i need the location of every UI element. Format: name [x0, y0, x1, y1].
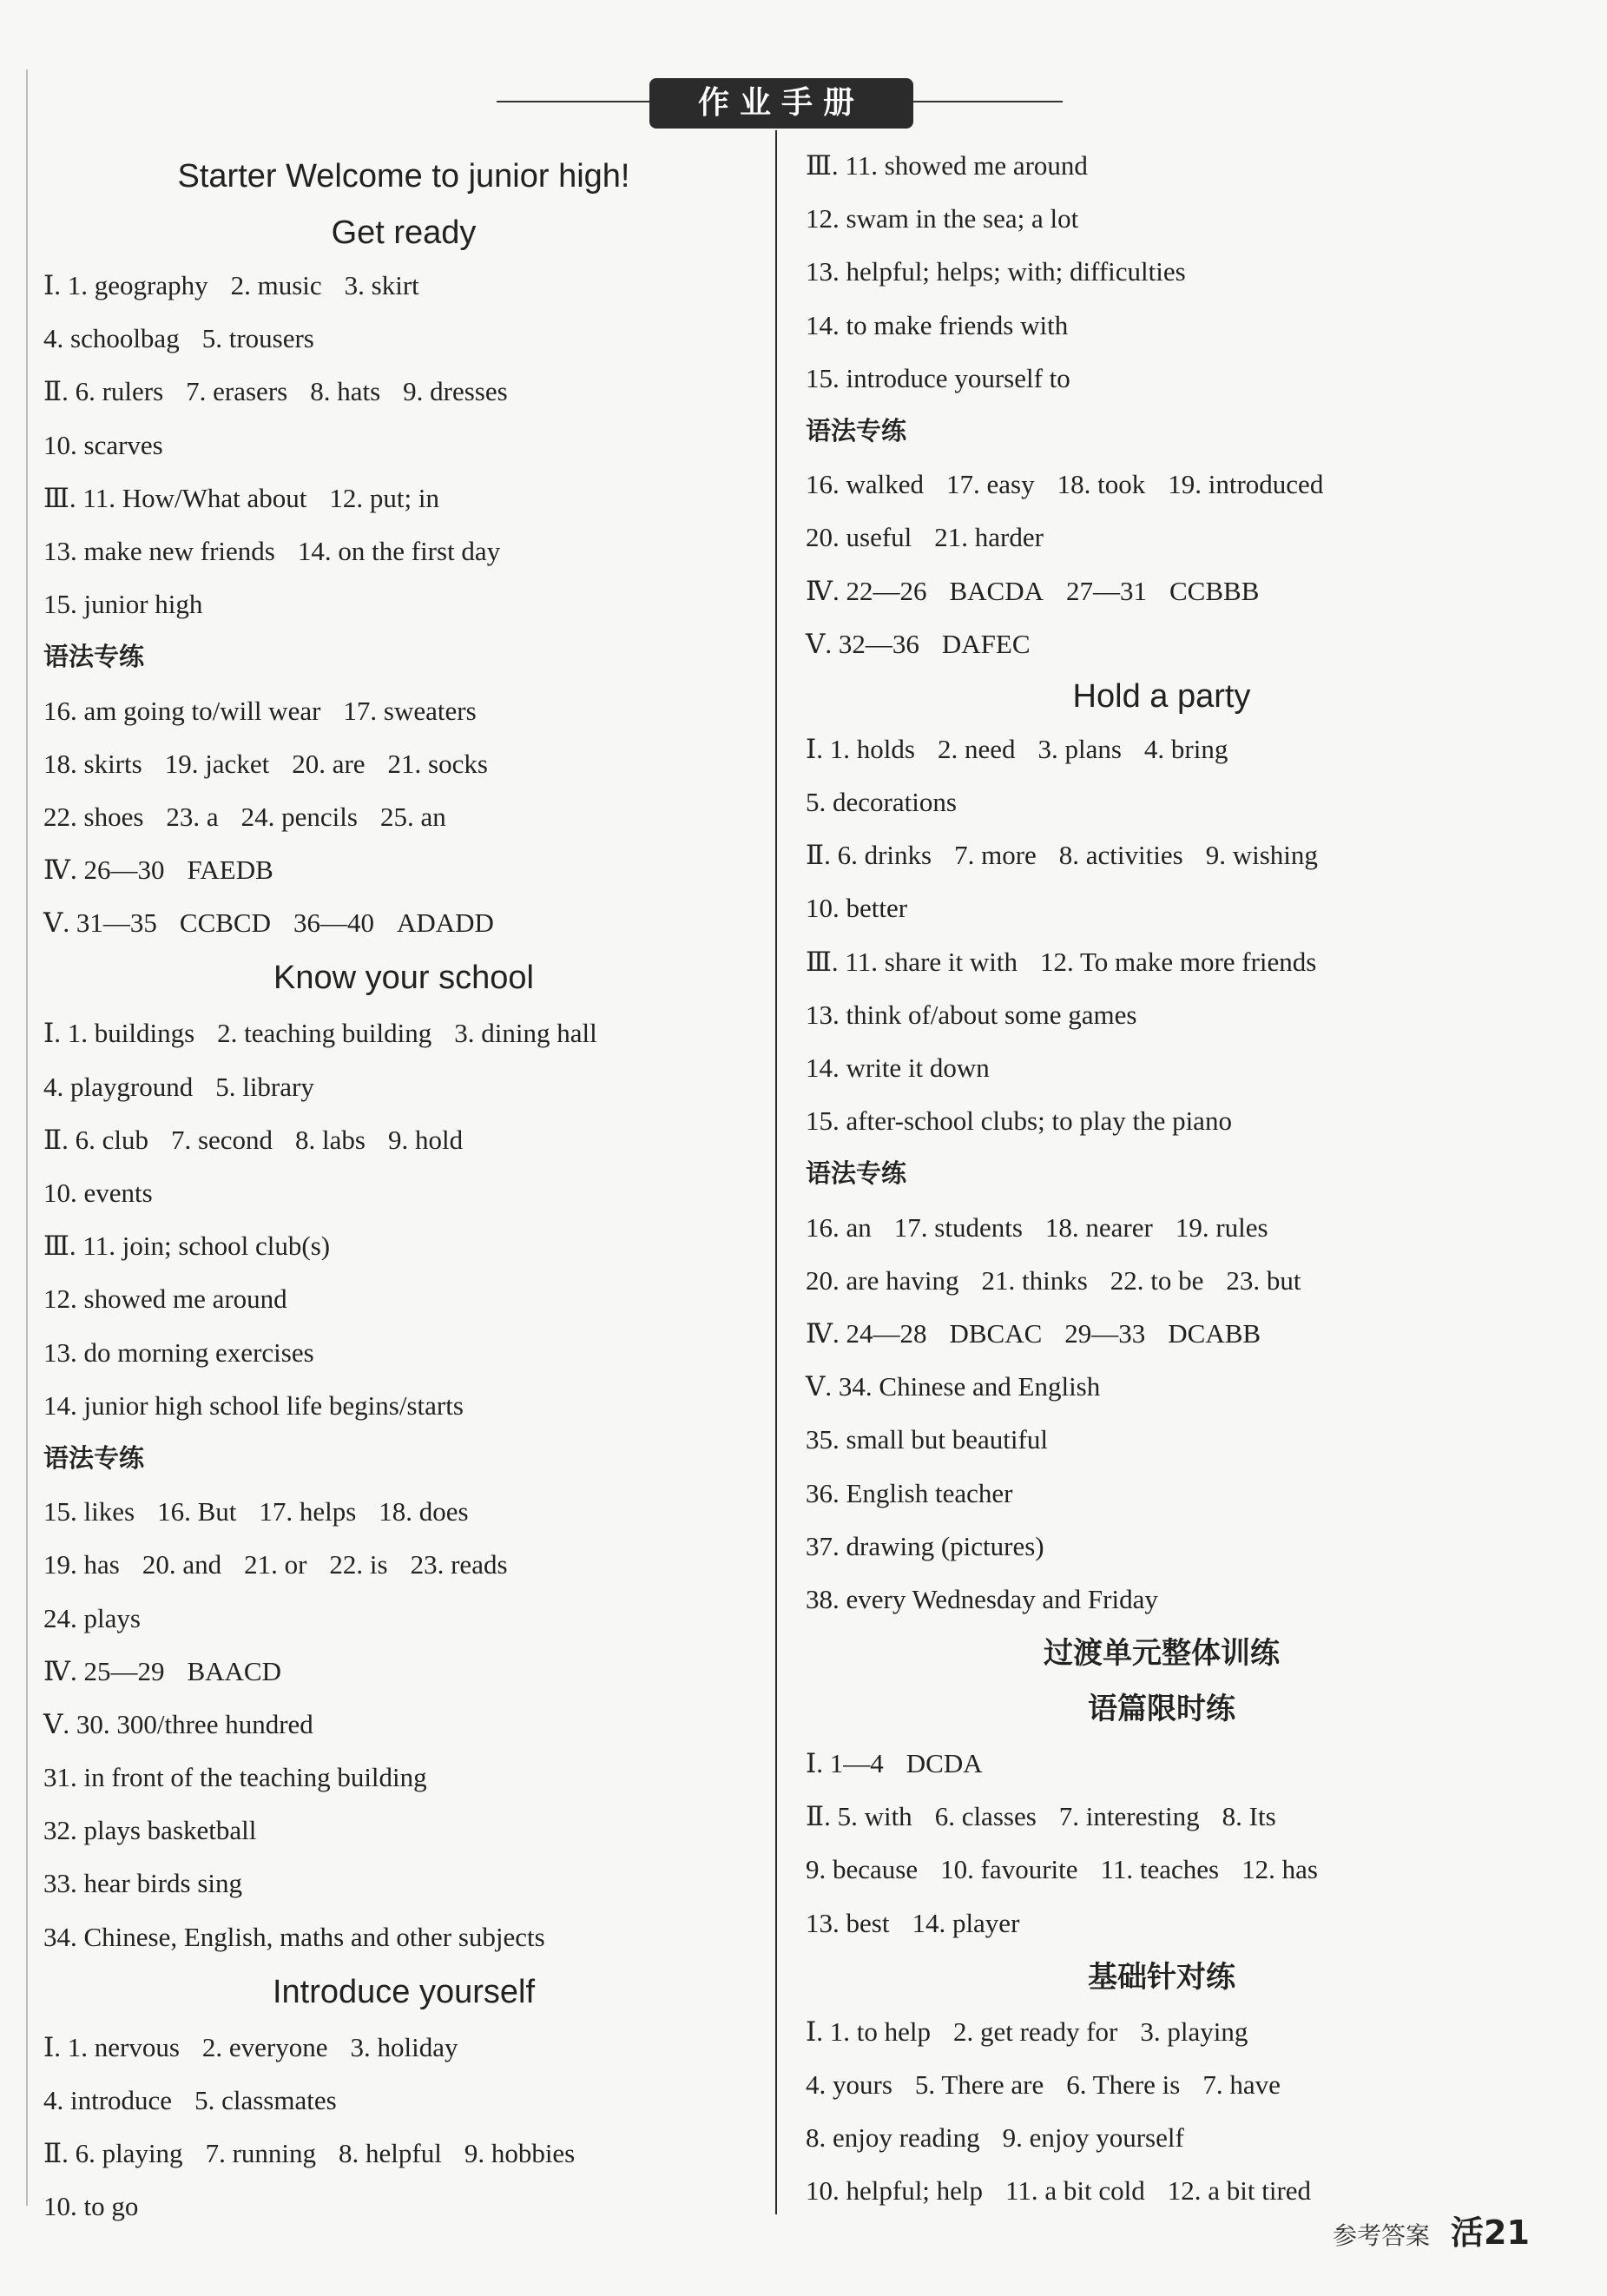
answer-item: Ⅲ. 11. How/What about	[43, 482, 307, 513]
answer-line	[806, 2058, 1518, 2111]
answer-item: CCBCD	[179, 907, 271, 939]
answer-item: 14. player	[912, 1907, 1020, 1938]
answer-line	[43, 1166, 764, 1219]
answer-item: 8. helpful	[339, 2138, 442, 2169]
answer-item: 15. after-school clubs; to play the piano	[806, 1105, 1232, 1137]
answer-item: 10. favourite	[940, 1854, 1078, 1885]
answer-line	[43, 1272, 764, 1325]
answer-item: 12. swam in the sea; a lot	[806, 203, 1079, 234]
answer-item: Ⅴ. 32—36	[806, 628, 919, 659]
answer-item: 8. labs	[295, 1124, 366, 1155]
answer-item: 5. classmates	[194, 2085, 337, 2115]
answer-item: 6. classes	[934, 1801, 1037, 1832]
answer-item: Ⅳ. 22—26	[806, 575, 927, 606]
right-column	[806, 139, 1518, 2218]
answer-item: Ⅰ. 1. buildings	[43, 1018, 195, 1049]
section-title: Know your school	[273, 960, 534, 997]
answer-line	[806, 1467, 1518, 1520]
answer-item: 10. to go	[43, 2191, 139, 2222]
answer-item: Ⅱ. 5. with	[806, 1801, 912, 1832]
answer-item: 10. events	[43, 1178, 153, 1208]
answer-item: 17. sweaters	[343, 695, 477, 726]
answer-item: 23. but	[1226, 1264, 1301, 1296]
answer-line	[806, 1254, 1518, 1307]
page-number: 活21	[1451, 2214, 1530, 2252]
answer-item: 8. activities	[1058, 840, 1183, 871]
answer-item: Ⅰ. 1. holds	[806, 733, 915, 764]
answer-item: 19. rules	[1175, 1211, 1268, 1243]
answer-item: 13. think of/about some games	[806, 999, 1137, 1030]
answer-line	[806, 881, 1518, 934]
answer-item: 17. easy	[946, 469, 1035, 500]
header-badge: 作业手册	[649, 78, 913, 129]
answer-item: 22. to be	[1110, 1264, 1204, 1296]
footer-label: 参考答案	[1333, 2221, 1431, 2250]
answer-item: 7. interesting	[1058, 1801, 1200, 1832]
answer-line	[806, 458, 1518, 511]
answer-item: Ⅴ. 31—35	[43, 907, 157, 939]
answer-item: 18. does	[379, 1496, 469, 1527]
answer-item: Ⅱ. 6. rulers	[43, 376, 164, 407]
answer-item: 14. write it down	[806, 1052, 990, 1083]
answer-line	[806, 1897, 1518, 1950]
answer-line	[806, 1094, 1518, 1147]
answer-line	[806, 1737, 1518, 1790]
answer-item: 22. shoes	[43, 801, 144, 832]
answer-item: Ⅰ. 1—4	[806, 1748, 884, 1779]
answer-item: 10. helpful; help	[806, 2175, 984, 2207]
answer-line	[806, 299, 1518, 352]
answer-line	[43, 1804, 764, 1857]
answer-line	[43, 2074, 764, 2127]
answer-item: Ⅲ. 11. join; school club(s)	[43, 1230, 331, 1262]
answer-item: 21. harder	[934, 522, 1044, 553]
answer-line	[806, 1843, 1518, 1896]
answer-line	[43, 2127, 764, 2180]
answer-line	[43, 1857, 764, 1910]
answer-line	[806, 1790, 1518, 1843]
answer-item: 18. took	[1057, 469, 1146, 500]
answer-item: 12. showed me around	[43, 1283, 287, 1315]
answer-item: 32. plays basketball	[43, 1815, 257, 1846]
answer-item: Ⅲ. 11. share it with	[806, 946, 1018, 977]
answer-item: 36—40	[293, 907, 374, 939]
answer-item: 29—33	[1064, 1317, 1146, 1349]
answer-item: 15. introduce yourself to	[806, 362, 1070, 393]
answer-item: 24. pencils	[240, 801, 358, 832]
answer-item: 20. useful	[806, 522, 912, 553]
answer-line	[43, 1698, 764, 1751]
answer-line	[43, 843, 764, 896]
answer-line	[43, 2021, 764, 2074]
answer-line	[806, 617, 1518, 670]
answer-line	[43, 737, 764, 790]
answer-item: 14. junior high school life begins/starts	[43, 1389, 464, 1421]
answer-item: 20. are having	[806, 1264, 959, 1296]
answer-item: 7. have	[1202, 2069, 1281, 2100]
unit-heading: 语篇限时练	[1088, 1692, 1235, 1727]
answer-item: 19. jacket	[164, 748, 270, 779]
answer-line	[43, 684, 764, 737]
answer-item: Ⅴ. 34. Chinese and English	[806, 1371, 1101, 1402]
grammar-heading: 语法专练	[43, 1442, 145, 1473]
answer-line	[806, 139, 1518, 192]
answer-line	[806, 2111, 1518, 2164]
answer-item: 7. erasers	[186, 376, 288, 407]
answer-item: 17. helps	[259, 1496, 357, 1527]
answer-line	[43, 1645, 764, 1698]
answer-item: 27—31	[1066, 575, 1147, 606]
answer-item: 5. library	[215, 1071, 314, 1102]
answer-item: 24. plays	[43, 1602, 141, 1633]
answer-item: 12. has	[1241, 1854, 1318, 1885]
answer-item: Ⅱ. 6. playing	[43, 2138, 183, 2169]
answer-item: 2. get ready for	[952, 2016, 1118, 2047]
answer-item: 21. or	[244, 1549, 307, 1580]
left-margin-rule	[26, 69, 28, 2206]
answer-item: 31. in front of the teaching building	[43, 1762, 427, 1793]
answer-line	[43, 577, 764, 630]
answer-item: 22. is	[329, 1549, 388, 1580]
answer-item: 12. a bit tired	[1167, 2175, 1312, 2207]
answer-line	[43, 2180, 764, 2233]
answer-item: 10. scarves	[43, 429, 163, 460]
answer-line	[806, 1520, 1518, 1573]
answer-item: 20. and	[142, 1549, 222, 1580]
answer-line	[806, 2005, 1518, 2058]
answer-item: 14. to make friends with	[806, 309, 1069, 340]
answer-item: 15. likes	[43, 1496, 135, 1527]
answer-line	[43, 419, 764, 472]
answer-line	[43, 1006, 764, 1059]
answer-item: 9. hold	[387, 1124, 464, 1155]
answer-item: BACDA	[949, 575, 1044, 606]
answer-item: 9. hobbies	[464, 2138, 576, 2169]
answer-item: DCABB	[1168, 1317, 1261, 1349]
answer-item: 18. skirts	[43, 748, 142, 779]
answer-item: Ⅰ. 1. to help	[806, 2016, 931, 2047]
answer-item: 13. best	[806, 1907, 890, 1938]
answer-line	[806, 1201, 1518, 1254]
section-title: Introduce yourself	[272, 1973, 536, 2010]
answer-item: 9. wishing	[1205, 840, 1318, 871]
answer-item: 4. schoolbag	[43, 323, 180, 354]
answer-item: DCDA	[906, 1748, 983, 1779]
answer-item: FAEDB	[187, 854, 273, 886]
section-title: Hold a party	[1072, 677, 1251, 715]
answer-item: 3. dining hall	[454, 1018, 597, 1049]
answer-line	[806, 1413, 1518, 1466]
answer-item: 16. am going to/will wear	[43, 695, 321, 726]
answer-line	[43, 259, 764, 312]
unit-heading: 过渡单元整体训练	[1044, 1636, 1280, 1672]
answer-line	[806, 192, 1518, 245]
answer-item: 9. enjoy yourself	[1002, 2122, 1184, 2154]
answer-item: 3. plans	[1037, 733, 1122, 764]
grammar-heading: 语法专练	[806, 1158, 907, 1189]
answer-item: DBCAC	[949, 1317, 1043, 1349]
answer-item: 4. playground	[43, 1071, 194, 1102]
column-divider	[775, 130, 777, 2214]
answer-item: Ⅰ. 1. nervous	[43, 2031, 180, 2062]
answer-item: 25. an	[379, 801, 446, 832]
answer-line	[43, 1060, 764, 1113]
answer-item: 19. introduced	[1168, 469, 1324, 500]
answer-item: 8. Its	[1222, 1801, 1276, 1832]
answer-item: 36. English teacher	[806, 1477, 1013, 1508]
header-rule-right	[913, 101, 1063, 102]
answer-item: 3. holiday	[350, 2031, 458, 2062]
answer-item: 2. music	[230, 270, 322, 300]
answer-line	[806, 722, 1518, 775]
answer-item: 34. Chinese, English, maths and other subjects	[43, 1921, 545, 1952]
answer-item: 2. teaching building	[217, 1018, 432, 1049]
answer-line	[806, 1041, 1518, 1094]
answer-item: Ⅳ. 25—29	[43, 1655, 165, 1686]
answer-item: 12. put; in	[329, 482, 439, 513]
answer-item: 18. nearer	[1044, 1211, 1153, 1243]
answer-item: 16. an	[806, 1211, 872, 1243]
answer-line	[43, 472, 764, 525]
header-rule-left	[497, 101, 649, 102]
answer-item: 20. are	[292, 748, 366, 779]
answer-line	[43, 1538, 764, 1591]
answer-line	[806, 1360, 1518, 1413]
answer-line	[43, 525, 764, 577]
answer-item: 11. teaches	[1100, 1854, 1220, 1885]
unit-heading: 基础针对练	[1088, 1959, 1235, 1995]
answer-item: 4. introduce	[43, 2085, 173, 2115]
answer-line	[43, 1592, 764, 1645]
left-column	[43, 139, 764, 2233]
answer-line	[806, 935, 1518, 988]
answer-line	[806, 988, 1518, 1041]
answer-item: 6. There is	[1066, 2069, 1181, 2100]
answer-line	[43, 312, 764, 365]
answer-line	[806, 1573, 1518, 1626]
answer-item: 5. trousers	[201, 323, 314, 354]
answer-item: 11. a bit cold	[1005, 2175, 1145, 2207]
answer-line	[806, 245, 1518, 298]
answer-item: 21. socks	[387, 748, 488, 779]
answer-item: 38. every Wednesday and Friday	[806, 1583, 1158, 1614]
section-title: Get ready	[331, 214, 477, 251]
grammar-heading: 语法专练	[43, 642, 145, 672]
answer-item: DAFEC	[941, 628, 1031, 659]
answer-item: 7. second	[170, 1124, 273, 1155]
answer-line	[43, 1485, 764, 1538]
answer-item: 12. To make more friends	[1040, 946, 1317, 977]
answer-item: 4. bring	[1143, 733, 1228, 764]
answer-item: BAACD	[187, 1655, 281, 1686]
answer-item: CCBBB	[1169, 575, 1260, 606]
answer-item: 21. thinks	[981, 1264, 1088, 1296]
answer-item: Ⅳ. 24—28	[806, 1317, 927, 1349]
answer-line	[43, 365, 764, 418]
answer-line	[43, 790, 764, 843]
answer-item: 2. need	[937, 733, 1016, 764]
answer-item: 16. walked	[806, 469, 925, 500]
answer-item: 14. on the first day	[297, 535, 501, 566]
answer-item: 7. more	[954, 840, 1037, 871]
page-footer	[1333, 2206, 1530, 2253]
answer-item: Ⅱ. 6. drinks	[806, 840, 932, 871]
answer-line	[806, 352, 1518, 405]
grammar-heading: 语法专练	[806, 415, 907, 445]
answer-line	[43, 1910, 764, 1963]
answer-item: 3. playing	[1140, 2016, 1248, 2047]
answer-item: 4. yours	[806, 2069, 892, 2100]
answer-line	[806, 564, 1518, 617]
answer-item: 8. enjoy reading	[806, 2122, 980, 2154]
answer-item: 37. drawing (pictures)	[806, 1530, 1044, 1561]
answer-item: 19. has	[43, 1549, 120, 1580]
answer-item: 16. But	[157, 1496, 237, 1527]
answer-item: 13. do morning exercises	[43, 1336, 314, 1368]
answer-item: 9. dresses	[403, 376, 508, 407]
answer-item: 17. students	[893, 1211, 1023, 1243]
answer-item: ADADD	[397, 907, 494, 939]
section-title: Starter Welcome to junior high!	[177, 158, 630, 195]
answer-line	[43, 896, 764, 949]
answer-item: 9. because	[806, 1854, 919, 1885]
answer-item: 3. skirt	[344, 270, 419, 300]
answer-item: 13. make new friends	[43, 535, 275, 566]
answer-line	[806, 775, 1518, 828]
answer-item: 10. better	[806, 893, 908, 924]
answer-item: 15. junior high	[43, 589, 203, 620]
answer-line	[43, 1326, 764, 1379]
answer-line	[806, 1307, 1518, 1360]
answer-item: 2. everyone	[201, 2031, 328, 2062]
answer-item: 23. a	[166, 801, 219, 832]
answer-item: 33. hear birds sing	[43, 1868, 243, 1899]
answer-item: Ⅰ. 1. geography	[43, 270, 208, 300]
answer-item: 8. hats	[310, 376, 381, 407]
answer-item: Ⅱ. 6. club	[43, 1124, 148, 1155]
answer-item: 13. helpful; helps; with; difficulties	[806, 256, 1186, 287]
answer-item: Ⅲ. 11. showed me around	[806, 150, 1088, 181]
answer-line	[43, 1113, 764, 1166]
answer-item: 5. decorations	[806, 787, 957, 818]
answer-line	[43, 1751, 764, 1804]
answer-line	[43, 1219, 764, 1272]
answer-item: 7. running	[205, 2138, 316, 2169]
answer-line	[43, 1379, 764, 1432]
answer-item: Ⅴ. 30. 300/three hundred	[43, 1708, 313, 1739]
answer-item: 35. small but beautiful	[806, 1424, 1048, 1455]
answer-line	[806, 828, 1518, 881]
answer-item: Ⅳ. 26—30	[43, 854, 165, 886]
answer-item: 5. There are	[914, 2069, 1044, 2100]
answer-line	[806, 511, 1518, 564]
answer-item: 23. reads	[410, 1549, 508, 1580]
